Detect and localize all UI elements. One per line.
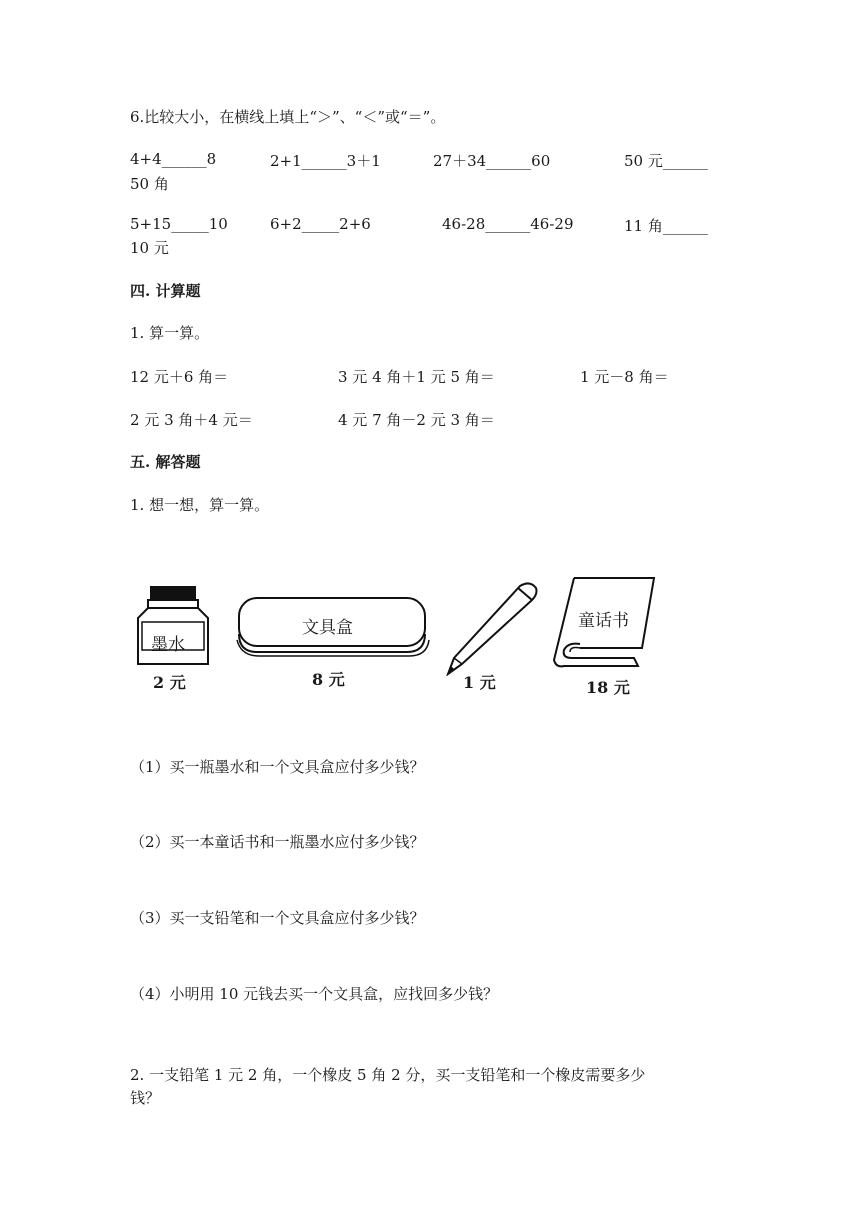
calc-row2-item2: 4 元 7 角－2 元 3 角＝ [338,411,495,429]
calc-row1-item1: 12 元＋6 角＝ [130,368,229,386]
calc-row2-item1: 2 元 3 角＋4 元＝ [130,411,253,429]
q2-line2: 钱？ [130,1089,161,1107]
ink-bottle-label: 墨水 [151,635,185,655]
section4-q1-title: 1. 算一算。 [130,324,210,342]
q6-row1-item4: 50 元______ [624,152,708,170]
pencil-case-price: 8 元 [312,670,345,689]
sub-question-2: （2）买一本童话书和一瓶墨水应付多少钱？ [130,833,425,851]
q6-title: 6.比较大小，在横线上填上“＞”、“＜”或“＝”。 [130,108,446,126]
pencil-icon [440,578,540,676]
q6-row2-wrap: 10 元 [130,239,169,257]
section5-heading: 五. 解答题 [130,453,201,471]
q6-row1-item2: 2+1______3＋1 [270,152,381,170]
book-price: 18 元 [586,678,630,697]
section4-heading: 四. 计算题 [130,282,201,300]
q6-row2-item1: 5+15_____10 [130,215,228,233]
sub-question-4: （4）小明用 10 元钱去买一个文具盒，应找回多少钱？ [130,985,499,1003]
q6-row1-wrap: 50 角 [130,175,169,193]
ink-price: 2 元 [153,673,186,692]
section5-q1-title: 1. 想一想，算一算。 [130,496,270,514]
calc-row1-item3: 1 元－8 角＝ [580,368,669,386]
sub-question-3: （3）买一支铅笔和一个文具盒应付多少钱？ [130,909,425,927]
book-label: 童话书 [578,611,629,631]
sub-question-1: （1）买一瓶墨水和一个文具盒应付多少钱？ [130,758,425,776]
q6-row2-item2: 6+2_____2+6 [270,215,371,233]
q2-line1: 2. 一支铅笔 1 元 2 角，一个橡皮 5 角 2 分，买一支铅笔和一个橡皮需要多少 [130,1066,646,1084]
pencil-price: 1 元 [463,673,496,692]
q6-row1-item1: 4+4______8 [130,150,217,168]
q6-row2-item4: 11 角______ [624,217,708,235]
pencil-case-label: 文具盒 [302,618,353,638]
q6-row1-item3: 27＋34______60 [433,152,551,170]
calc-row1-item2: 3 元 4 角＋1 元 5 角＝ [338,368,495,386]
q6-row2-item3: 46-28______46-29 [442,215,574,233]
